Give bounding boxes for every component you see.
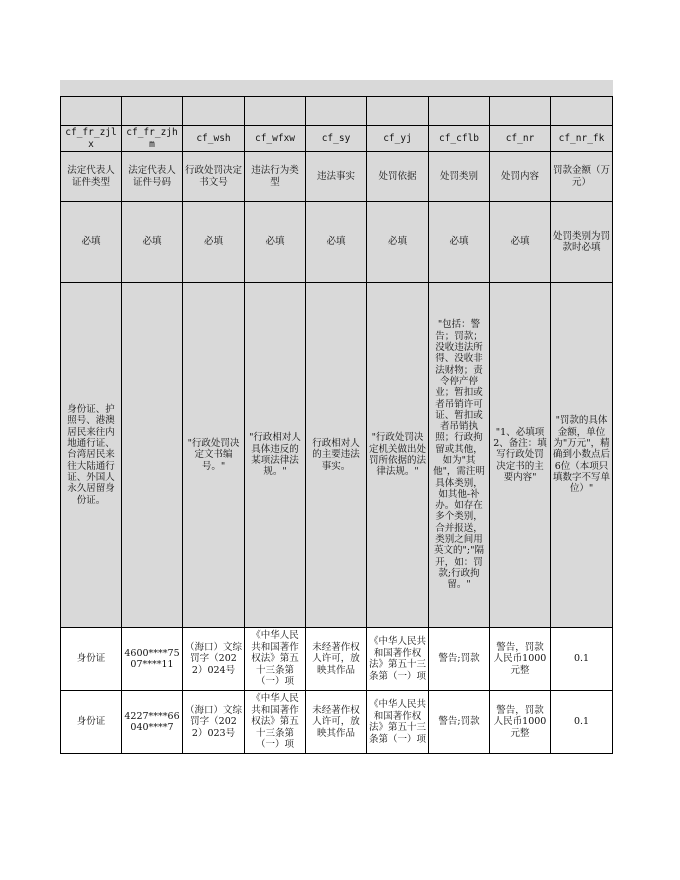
description-row xyxy=(61,283,613,628)
field-label-cell[interactable]: 罚款金额（万元） xyxy=(551,152,613,202)
field-label-row xyxy=(61,152,613,202)
blank-cell[interactable] xyxy=(551,97,613,126)
data-cell[interactable]: 警告;罚款 xyxy=(429,691,490,754)
data-cell[interactable]: 《中华人民共和国著作权法》第五十三条第（一）项 xyxy=(367,628,429,691)
data-cell[interactable]: 警告，罚款人民币1000元整 xyxy=(490,691,551,754)
data-cell[interactable]: 0.1 xyxy=(551,691,613,754)
description-cell[interactable]: 身份证、护照号、港澳居民来往内地通行证、台湾居民来往大陆通行证、外国人永久居留身份证。 xyxy=(61,283,122,628)
penalty-spreadsheet xyxy=(60,96,613,754)
blank-cell[interactable] xyxy=(183,97,245,126)
field-label-cell[interactable]: 处罚类别 xyxy=(429,152,490,202)
requirement-cell[interactable]: 必填 xyxy=(429,202,490,283)
description-cell[interactable]: "1、必填项 2、备注：填写行政处罚决定书的主要内容" xyxy=(490,283,551,628)
data-cell[interactable]: 身份证 xyxy=(61,691,122,754)
blank-cell[interactable] xyxy=(429,97,490,126)
field-label-cell[interactable]: 违法事实 xyxy=(306,152,367,202)
field-code-cell[interactable]: cf_wfxw xyxy=(245,126,306,152)
field-code-cell[interactable]: cf_fr_zjlx xyxy=(61,126,122,152)
field-code-cell[interactable]: cf_fr_zjhm xyxy=(122,126,183,152)
data-cell[interactable]: 0.1 xyxy=(551,628,613,691)
blank-cell[interactable] xyxy=(306,97,367,126)
data-cell[interactable]: 4600****7507****11 xyxy=(122,628,183,691)
description-cell[interactable]: "包括：警告；罚款；没收违法所得、没收非法财物；责令停产停业；暂扣或者吊销许可证、暂扣或者吊销执照；行政拘留或其他，如为"其他"，需注明具体类别，如其他-补办。如存在多个类别，合并报送，类别之间用英文的";"隔开，如：罚款;行政拘留。" xyxy=(429,283,490,628)
data-cell[interactable]: 身份证 xyxy=(61,628,122,691)
description-cell[interactable]: "行政处罚决定机关做出处罚所依据的法律法规。" xyxy=(367,283,429,628)
data-cell[interactable]: 未经著作权人许可，放映其作品 xyxy=(306,691,367,754)
data-row xyxy=(61,691,613,754)
field-code-cell[interactable]: cf_nr_fk xyxy=(551,126,613,152)
description-cell[interactable]: 行政相对人的主要违法事实。 xyxy=(306,283,367,628)
data-cell[interactable]: 未经著作权人许可，放映其作品 xyxy=(306,628,367,691)
description-cell[interactable]: "行政处罚决定文书编号。" xyxy=(183,283,245,628)
blank-cell[interactable] xyxy=(122,97,183,126)
field-code-cell[interactable]: cf_cflb xyxy=(429,126,490,152)
field-label-cell[interactable]: 法定代表人证件号码 xyxy=(122,152,183,202)
data-cell[interactable]: （海口）文综罚字（2022）024号 xyxy=(183,628,245,691)
field-label-cell[interactable]: 违法行为类型 xyxy=(245,152,306,202)
data-cell[interactable]: 《中华人民共和国著作权法》第五十三条第（一）项 xyxy=(245,691,306,754)
requirement-cell[interactable]: 处罚类别为罚款时必填 xyxy=(551,202,613,283)
blank-cell[interactable] xyxy=(367,97,429,126)
data-cell[interactable]: 《中华人民共和国著作权法》第五十三条第（一）项 xyxy=(367,691,429,754)
field-code-cell[interactable]: cf_yj xyxy=(367,126,429,152)
requirement-row xyxy=(61,202,613,283)
field-code-row xyxy=(61,126,613,152)
data-cell[interactable]: 警告，罚款人民币1000元整 xyxy=(490,628,551,691)
field-label-cell[interactable]: 行政处罚决定书文号 xyxy=(183,152,245,202)
data-cell[interactable]: 警告;罚款 xyxy=(429,628,490,691)
requirement-cell[interactable]: 必填 xyxy=(122,202,183,283)
requirement-cell[interactable]: 必填 xyxy=(367,202,429,283)
data-row xyxy=(61,628,613,691)
field-code-cell[interactable]: cf_sy xyxy=(306,126,367,152)
data-cell[interactable]: 《中华人民共和国著作权法》第五十三条第（一）项 xyxy=(245,628,306,691)
blank-cell[interactable] xyxy=(61,97,122,126)
field-label-cell[interactable]: 法定代表人证件类型 xyxy=(61,152,122,202)
requirement-cell[interactable]: 必填 xyxy=(183,202,245,283)
description-cell[interactable]: "罚款的具体金额，单位为"万元"，精确到小数点后6位（本项只填数字不写单位）" xyxy=(551,283,613,628)
sheet-top-band xyxy=(60,80,613,96)
requirement-cell[interactable]: 必填 xyxy=(61,202,122,283)
data-cell[interactable]: （海口）文综罚字（2022）023号 xyxy=(183,691,245,754)
blank-header-row xyxy=(61,97,613,126)
field-label-cell[interactable]: 处罚依据 xyxy=(367,152,429,202)
requirement-cell[interactable]: 必填 xyxy=(490,202,551,283)
requirement-cell[interactable]: 必填 xyxy=(306,202,367,283)
blank-cell[interactable] xyxy=(245,97,306,126)
field-code-cell[interactable]: cf_nr xyxy=(490,126,551,152)
description-cell[interactable]: "行政相对人具体违反的某项法律法规。" xyxy=(245,283,306,628)
field-code-cell[interactable]: cf_wsh xyxy=(183,126,245,152)
description-cell[interactable] xyxy=(122,283,183,628)
field-label-cell[interactable]: 处罚内容 xyxy=(490,152,551,202)
data-cell[interactable]: 4227****66040****7 xyxy=(122,691,183,754)
blank-cell[interactable] xyxy=(490,97,551,126)
requirement-cell[interactable]: 必填 xyxy=(245,202,306,283)
